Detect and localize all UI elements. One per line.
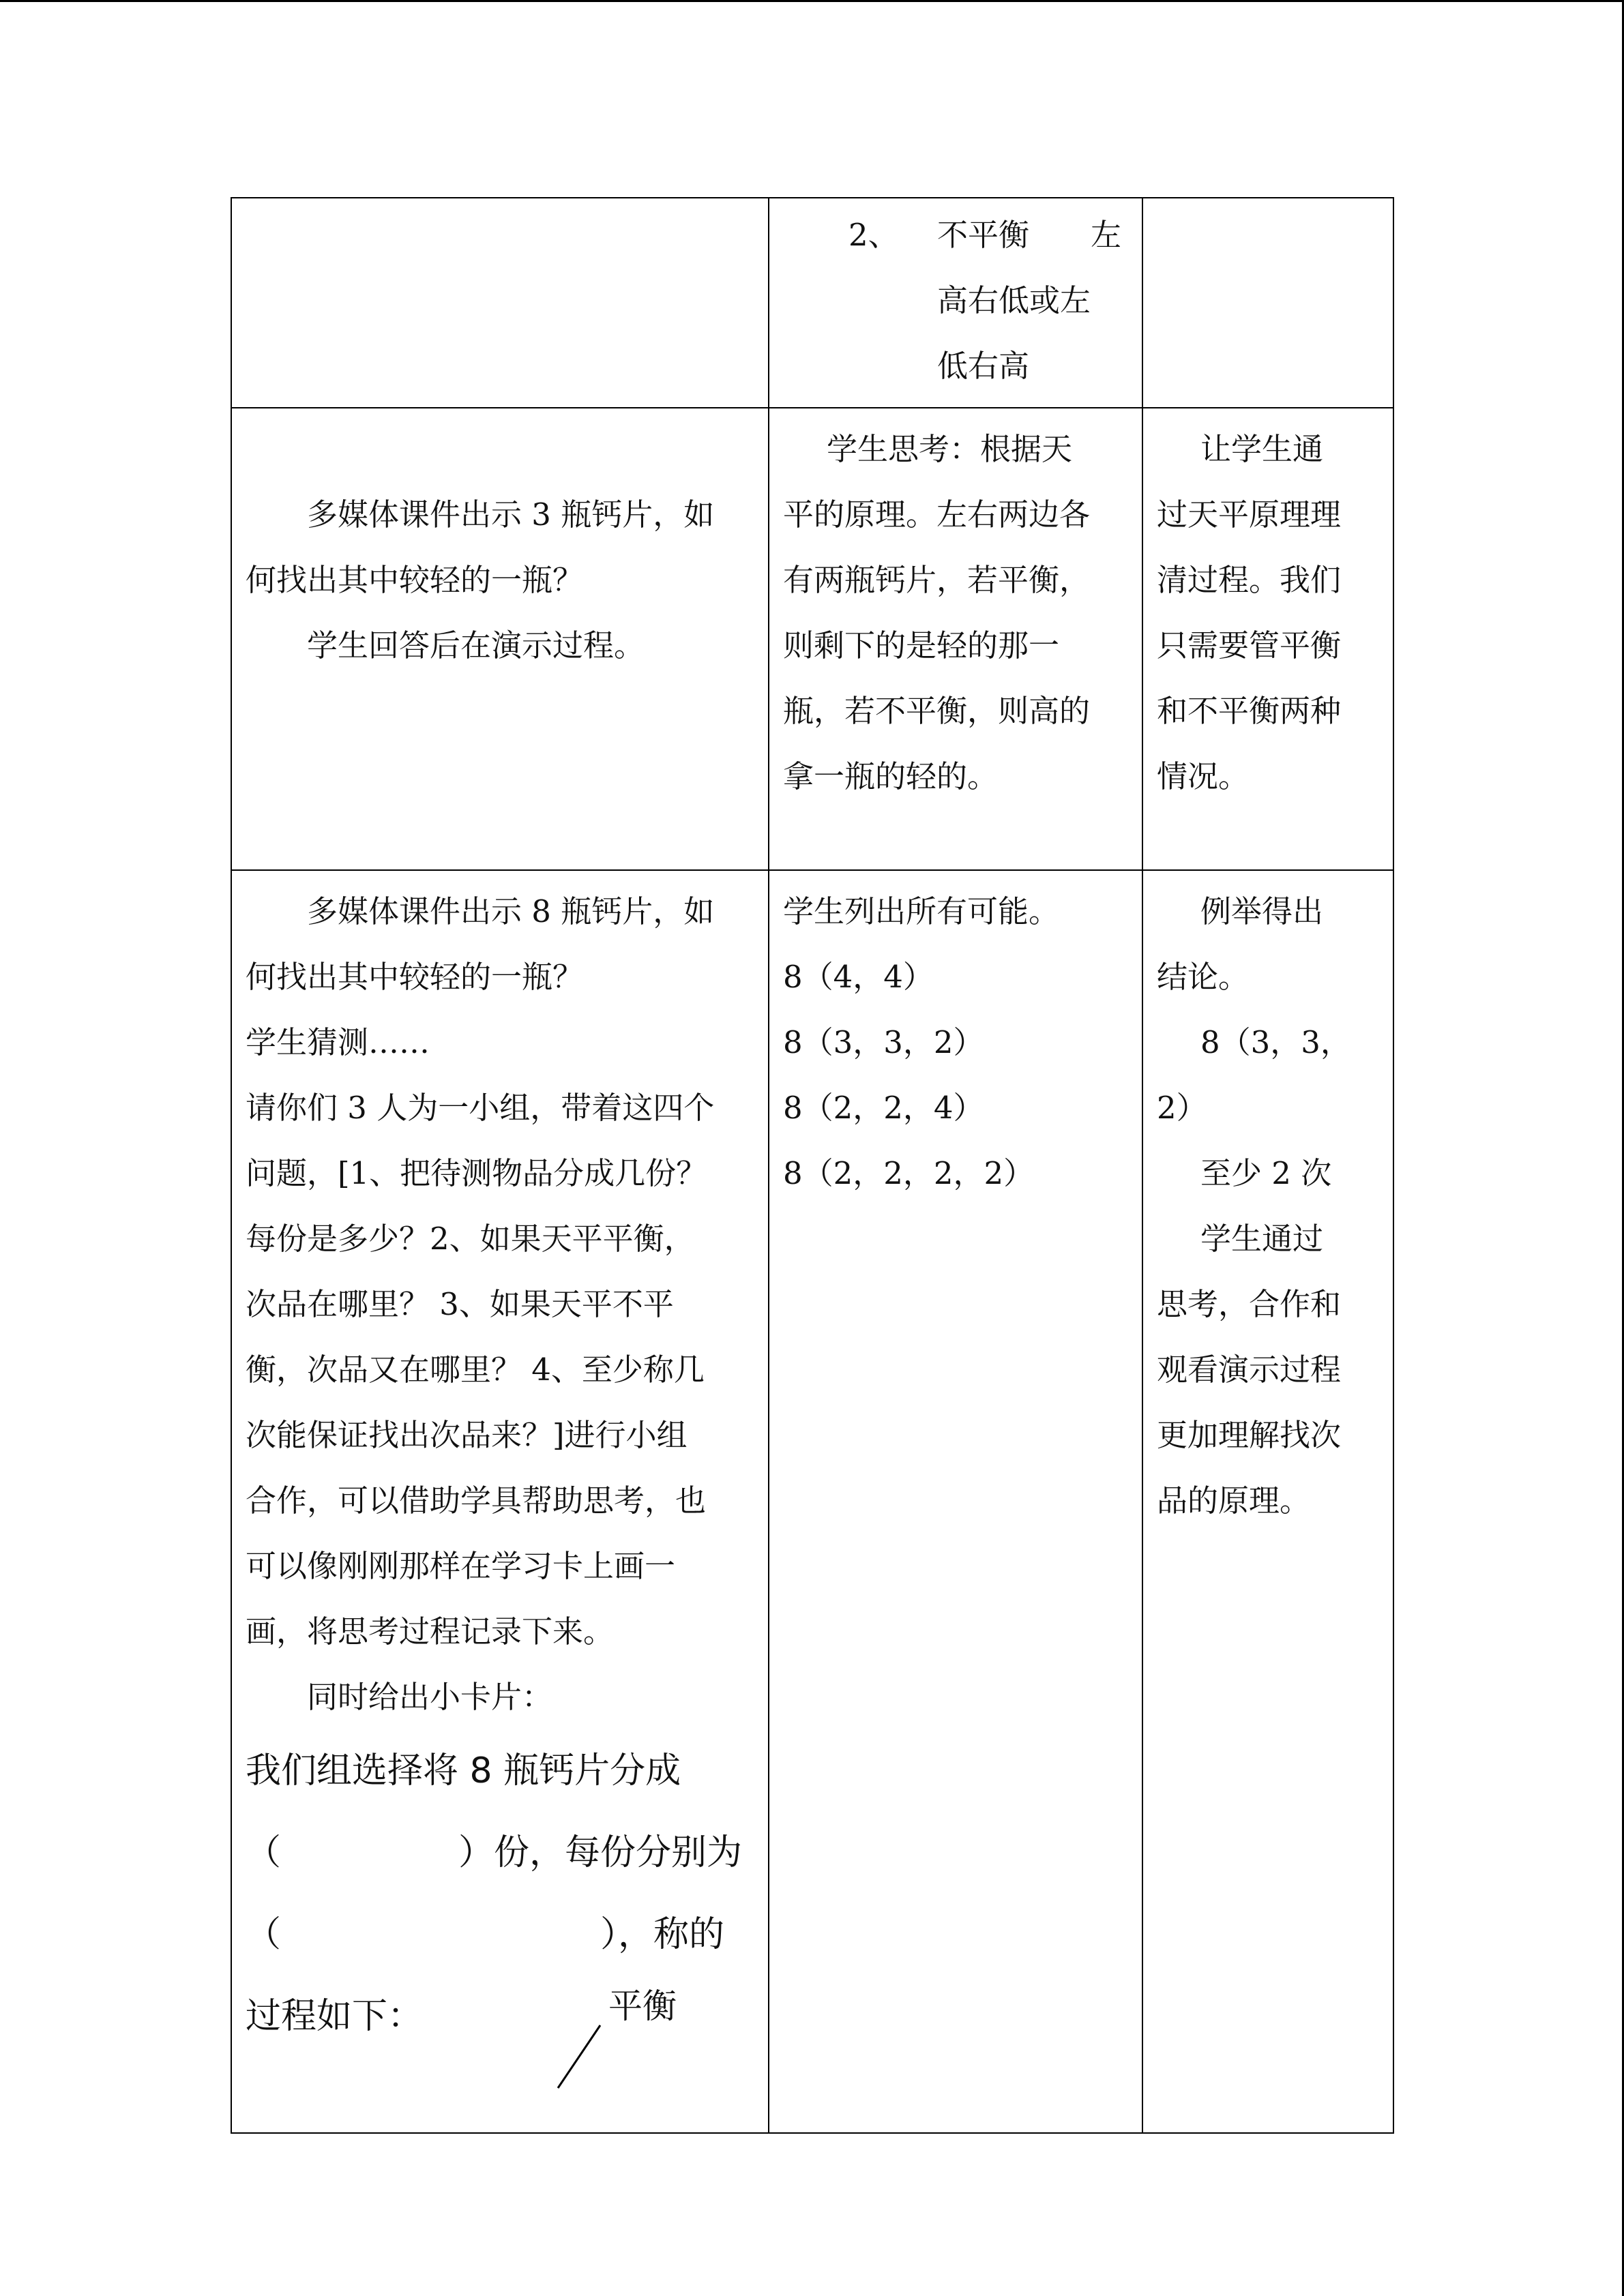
text-line: 至少 2 次 (1200, 1155, 1332, 1191)
text-line: 让学生通 (1200, 431, 1324, 467)
text-line: 品的原理。 (1157, 1482, 1311, 1519)
text-line: 8（3，3， (1200, 1024, 1351, 1060)
card-line: 过程如下： (246, 1996, 424, 2037)
balance-label: 平衡 (608, 1986, 677, 2026)
text-line: 更加理解找次 (1157, 1417, 1342, 1453)
text-line: 请你们 3 人为一小组，带着这四个 (246, 1090, 715, 1126)
item-number: 2、 (848, 217, 899, 253)
text-line: 情况。 (1157, 758, 1250, 794)
text-line: 次能保证找出次品来？]进行小组 (246, 1417, 688, 1453)
item-line: 高右低或左 (937, 282, 1091, 318)
text-line: 画，将思考过程记录下来。 (246, 1613, 615, 1650)
text-line: 只需要管平衡 (1157, 627, 1342, 664)
text-line: 多媒体课件出示 3 瓶钙片，如 (307, 496, 715, 533)
text-line: 问题，[1、把待测物品分成几份？ (246, 1155, 707, 1191)
item-line: 不平衡 左 (937, 217, 1122, 253)
text-line: 学生思考：根据天 (827, 431, 1073, 467)
text-line: 多媒体课件出示 8 瓶钙片，如 (307, 893, 715, 929)
card-line: 我们组选择将 8 瓶钙片分成 (246, 1750, 681, 1791)
text-line: 观看演示过程 (1157, 1352, 1342, 1388)
text-line: 合作，可以借助学具帮助思考，也 (246, 1482, 707, 1519)
text-line: 可以像刚刚那样在学习卡上画一 (246, 1548, 676, 1584)
text-line: 瓶，若不平衡，则高的 (783, 693, 1091, 729)
card-line: （ ）份，每份分别为 (246, 1832, 743, 1873)
text-line: 学生回答后在演示过程。 (307, 627, 645, 664)
item-line: 低右高 (937, 348, 1030, 384)
card-line: （ ），称的 (246, 1914, 725, 1955)
text-line: 例举得出 (1200, 893, 1324, 929)
text-line: 有两瓶钙片，若平衡， (783, 562, 1091, 598)
text-line: 学生猜测…… (246, 1024, 430, 1060)
text-line: 学生通过 (1200, 1221, 1324, 1257)
text-line: 拿一瓶的轻的。 (783, 758, 999, 794)
text-line: 8（2，2，2，2） (783, 1155, 1035, 1191)
text-line: 学生列出所有可能。 (783, 893, 1060, 929)
text-line: 每份是多少？2、如果天平平衡， (246, 1221, 695, 1257)
text-line: 何找出其中较轻的一瓶？ (246, 959, 584, 995)
text-line: 思考，合作和 (1157, 1286, 1342, 1322)
text-line: 8（3，3，2） (783, 1024, 984, 1060)
text-line: 结论。 (1157, 959, 1250, 995)
text-line: 平的原理。左右两边各 (783, 496, 1091, 533)
text-line: 次品在哪里？ 3、如果天平不平 (246, 1286, 674, 1322)
text-line: 衡，次品又在哪里？ 4、至少称几 (246, 1352, 705, 1388)
text-line: 8（4，4） (783, 959, 934, 995)
text-line: 2） (1157, 1090, 1207, 1126)
text-line: 清过程。我们 (1157, 562, 1342, 598)
text-line: 和不平衡两种 (1157, 693, 1342, 729)
text-line: 过天平原理理 (1157, 496, 1342, 533)
text-line: 则剩下的是轻的那一 (783, 627, 1060, 664)
text-line: 同时给出小卡片： (307, 1679, 553, 1715)
text-line: 8（2，2，4） (783, 1090, 984, 1126)
text-line: 何找出其中较轻的一瓶？ (246, 562, 584, 598)
